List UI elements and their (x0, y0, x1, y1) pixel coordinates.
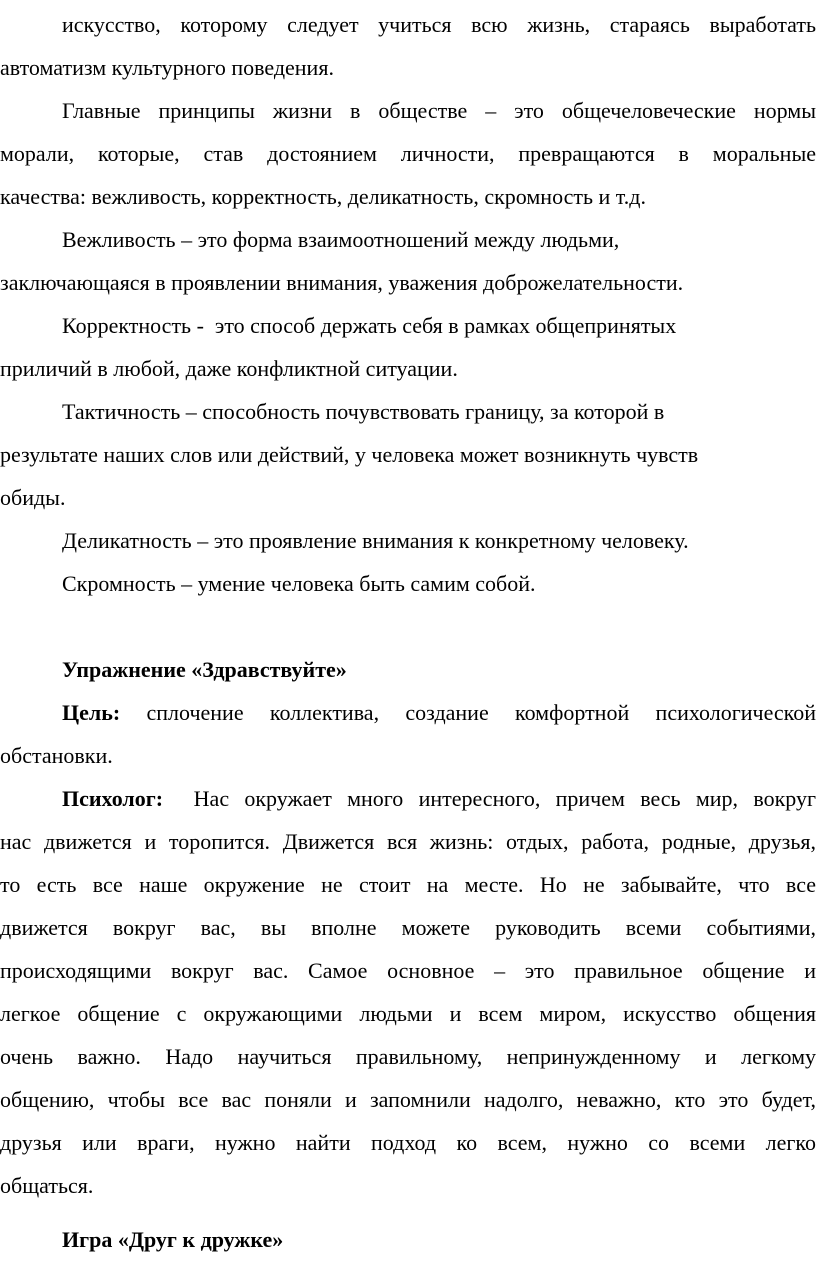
goal-label: Цель: (62, 700, 121, 725)
paragraph-line: результате наших слов или действий, у человека может возникнуть чувств (0, 442, 699, 467)
goal-line (0, 691, 816, 735)
paragraph-line: Вежливость – это форма взаимоотношений между людьми, (62, 227, 620, 252)
paragraph-line: Деликатность – это проявление внимания к конкретному человеку. (62, 528, 689, 553)
paragraph-line: Главные принципы жизни в обществе – это общечеловеческие нормы (62, 98, 816, 123)
paragraph-line: автоматизм культурного поведения. (0, 55, 334, 80)
paragraph-line: общаться. (0, 1173, 94, 1198)
exercise-heading: Упражнение «Здравствуйте» (62, 657, 347, 682)
paragraph-line: нас движется и торопится. Движется вся жизнь: отдых, работа, родные, друзья, (0, 829, 816, 854)
paragraph-line: очень важно. Надо научиться правильному, непринужденному и легкому (0, 1044, 816, 1069)
paragraph-line: то есть все наше окружение не стоит на месте. Но не забывайте, что все (0, 872, 816, 897)
psychologist-label: Психолог: (62, 786, 164, 811)
goal-text: сплочение коллектива, создание комфортной психологической (120, 700, 816, 725)
game-heading: Игра «Друг к дружке» (62, 1227, 284, 1252)
paragraph-line: искусство, которому следует учиться всю жизнь, стараясь выработать (62, 12, 816, 37)
paragraph-line: качества: вежливость, корректность, деликатность, скромность и т.д. (0, 184, 646, 209)
paragraph-line: Тактичность – способность почувствовать границу, за которой в (62, 399, 665, 424)
paragraph-line: морали, которые, став достоянием личности, превращаются в моральные (0, 141, 816, 166)
paragraph-line: приличий в любой, даже конфликтной ситуации. (0, 356, 458, 381)
paragraph-line: Корректность - это способ держать себя в рамках общепринятых (62, 313, 677, 338)
paragraph-line: движется вокруг вас, вы вполне можете руководить всеми событиями, (0, 915, 816, 940)
paragraph-line: обиды. (0, 485, 66, 510)
psychologist-text: Нас окружает много интересного, причем весь мир, вокруг (163, 786, 816, 811)
paragraph-line: Скромность – умение человека быть самим собой. (62, 571, 536, 596)
paragraph-line: заключающаяся в проявлении внимания, уважения доброжелательности. (0, 270, 684, 295)
paragraph-line: происходящими вокруг вас. Самое основное – это правильное общение и (0, 958, 816, 983)
psychologist-line (0, 777, 816, 821)
paragraph-line: обстановки. (0, 743, 113, 768)
paragraph-line: друзья или враги, нужно найти подход ко всем, нужно со всеми легко (0, 1130, 816, 1155)
paragraph-line: легкое общение с окружающими людьми и всем миром, искусство общения (0, 1001, 816, 1026)
paragraph-line: общению, чтобы все вас поняли и запомнили надолго, неважно, кто это будет, (0, 1087, 816, 1112)
